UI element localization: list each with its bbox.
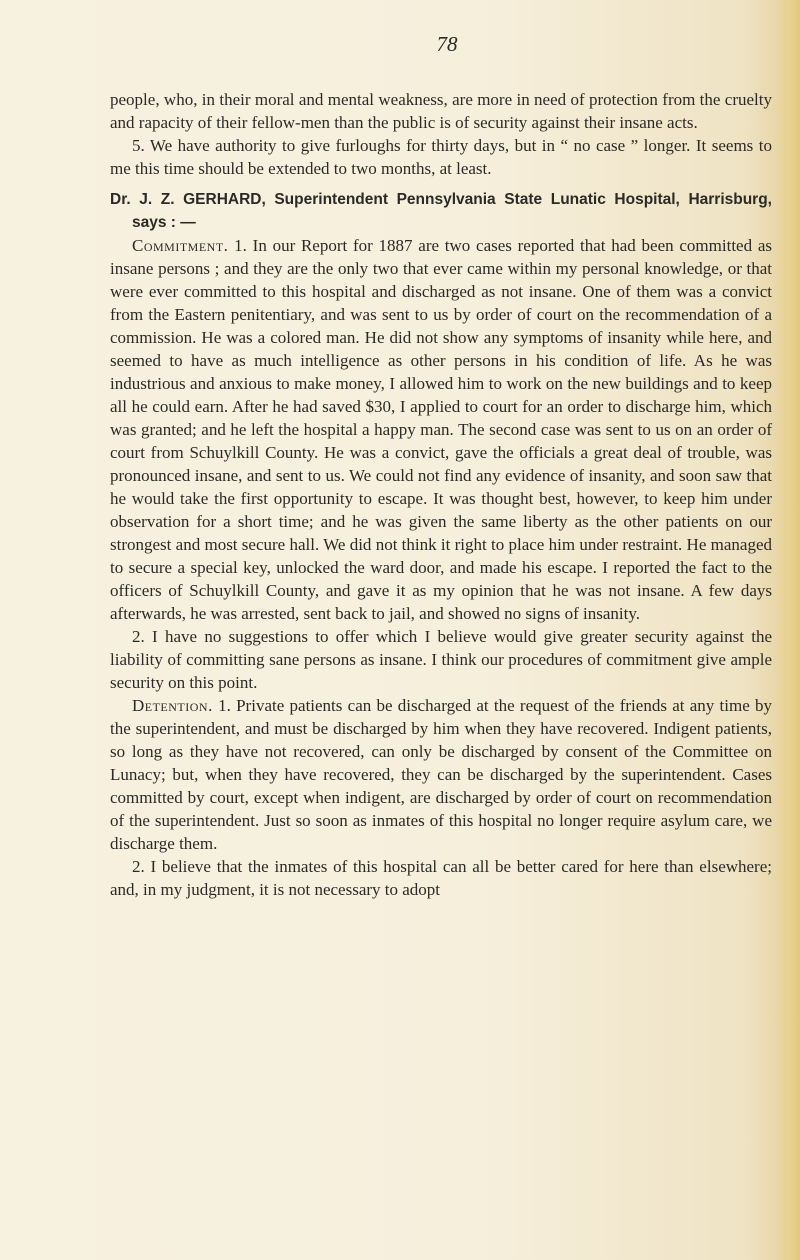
commitment-1-text: 1. In our Report for 1887 are two cases reported that had been committed as insane persons ; and they are the only two that ever came within my personal knowledge, or that were ever committed to this hospital and discharged as not insane. One of them was a convict from the Eastern penitentiary, and was sent to us by order of court on the recommendation of a commission. He was a colored man. He did not show any symptoms of insanity while here, and seemed to have as much intelligence as other persons in his condition of life. As he was industrious and anxious to make money, I allowed him to work on the new buildings and to keep all he could earn. After he had saved $30, I applied to court for an order to discharge him, which was granted; and he left the hospital a happy man. The second case was sent to us on an order of court from Schuylkill County. He was a convict, gave the officials a great deal of trouble, was pronounced insane, and sent to us. We could not find any evidence of insanity, and soon saw that he would take the first opportunity to escape. It was thought best, however, to keep him under observation for a short time; and he was given the same liberty as the other patients on our strongest and most secure hall. We did not think it right to place him under restraint. He managed to secure a special key, unlocked the ward door, and made his escape. I reported the fact to the officers of Schuylkill County, and gave it as my opinion that he was not insane. A few days afterwards, he was arrested, sent back to jail, and showed no signs of insanity. <box>110 236 772 623</box>
detention-1-text: 1. Private patients can be discharged at the request of the friends at any time by the superintendent, and must be discharged by him when they have recovered. Indigent patients, so long as they have not recovered, can only be discharged by consent of the Committee on Lunacy; but, when they have recovered, they can be discharged by the superintendent. Cases committed by court, except when indigent, are discharged by order of court on recommendation of the superintendent. Just so soon as inmates of this hospital no longer require asylum care, we discharge them. <box>110 696 772 853</box>
paragraph-detention-2: 2. I believe that the inmates of this hospital can all be better cared for here than elsewhere; and, in my judgment, it is not necessary to adopt <box>110 857 772 899</box>
paragraph-commitment-2: 2. I have no suggestions to offer which I believe would give greater security against the liability of committing sane persons as insane. I think our procedures of commitment give ample security on this point. <box>110 627 772 692</box>
detention-label: Detention. <box>132 696 213 715</box>
paragraph-commitment-1 <box>110 234 772 625</box>
paragraph-continuation: people, who, in their moral and mental weakness, are more in need of protection from the cruelty and rapacity of their fellow-men than the public is of security against their insane acts. <box>110 90 772 132</box>
paragraph-furloughs: 5. We have authority to give furloughs for thirty days, but in “ no case ” longer. It seems to me this time should be extended to two months, at least. <box>110 136 772 178</box>
page-edge-discoloration <box>774 0 800 1260</box>
page-content <box>110 24 772 901</box>
section-heading-gerhard: Dr. J. Z. GERHARD, Superintendent Pennsylvania State Lunatic Hospital, Harrisburg, says : — <box>110 191 772 231</box>
page-number: 78 <box>436 32 458 56</box>
paragraph-detention-1 <box>110 694 772 855</box>
commitment-label: Commitment. <box>132 236 229 255</box>
